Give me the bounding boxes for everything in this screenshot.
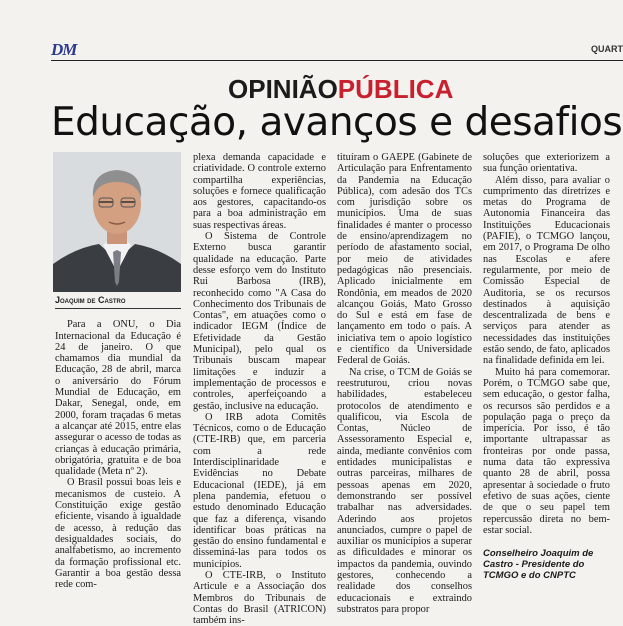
paragraph: soluções que exteriorizem a sua função orientativa.: [483, 152, 610, 175]
article-column-1: [55, 152, 181, 590]
paragraph: O Sistema de Controle Externo busca garantir qualidade na educação. Parte desse esforço vem do Instituto Rui Barbosa (IRB), reconhecido como "A Casa do Conhecimento dos Tribunais de Contas", em atuações como o indicador IEGM (Índice de Efetividade da Gestão Municipal), pelo qual os Tribunais buscam mapear limitações e induzir a implementação de processos e controles, aperfeiçoando a gestão, inclusive na educação.: [193, 231, 326, 412]
paragraph: O IRB adota Comitês Técnicos, como o de Educação (CTE-IRB) que, em parceria com a rede Interdisciplinaridade e Evidências no Debate Educacional (IEDE), já em plena pandemia, efetuou o estudo denominado Educação que faz a diferença, visando identificar boas práticas na gestão do ensino fundamental e disseminá-las para todos os municípios.: [193, 411, 326, 570]
paragraph: plexa demanda capacidade e criatividade. O controle externo compartilha experiências, soluções e fornece qualificação aos gestores, capacitando-os para a boa administração em suas respectivas áreas.: [193, 152, 326, 231]
paragraph: Para a ONU, o Dia Internacional da Educação é 24 de janeiro. O que chamamos dia mundial da Educação, 28 de abril, marca o aniversário do Fórum Mundial de Educação, em Dakar, Senegal, onde, em 2000, foram traçadas 6 metas a alcançar até 2015, entre elas assegurar o acesso de todas as crianças à educação primária, obrigatória, gratuita e de boa qualidade (Meta nº 2).: [55, 319, 181, 478]
paragraph: Além disso, para avaliar o cumprimento das diretrizes e metas do Programa de Autonomia Financeira das Instituições Educacionais (PAFIE), o TCMGO lançou, em 2017, o Programa De olho nas Escolas e afere regularmente, por meio de Comissão Especial de Auditoria, se os recursos destinados à aquisição descentralizada de bens e serviços para atender as necessidades das instituições estão sendo, de fato, aplicados na finalidade definida em lei.: [483, 174, 610, 367]
section-title-part2: PÚBLICA: [337, 74, 454, 104]
article-column-3: [337, 152, 472, 615]
paragraph: tituíram o GAEPE (Gabinete de Articulação para Enfrentamento da Pandemia na Educação Pública), com adesão dos TCs com jurisdição sobre os municípios. Uma de suas finalidades é manter o processo de ensino/aprendizagem no período de afastamento social, por meio de atividades pedagógicas não presenciais. Aplicado inicialmente em Rondônia, em meados de 2020 alcançou Goiás, Mato Grosso do Sul e está em fase de lançamento em todo o país. A iniciativa tem o apoio logístico e científico da Universidade Federal de Goiás.: [337, 152, 472, 367]
article-headline: Educação, avanços e desafios: [51, 100, 623, 145]
header-rule: [51, 60, 623, 61]
newspaper-logo: DM: [51, 40, 77, 59]
article-column-2: [193, 152, 326, 626]
author-portrait-illustration: [53, 152, 181, 292]
paragraph: O Brasil possui boas leis e mecanismos de custeio. A Constituição exige gestão eficiente, visando à igualdade de acesso, à redução das desigualdades sociais, do analfabetismo, ao incremento da formação profissional etc. Garantir a boa gestão dessa rede com-: [55, 477, 181, 591]
author-signature: Conselheiro Joaquim de Castro - Presidente do TCMGO e do CNPTC: [483, 548, 594, 582]
paragraph: O CTE-IRB, o Instituto Articule e a Associação dos Membros do Tribunais de Contas do Brasil (ATRICON) também ins-: [193, 569, 326, 626]
paragraph: Muito há para comemorar. Porém, o TCMGO sabe que, sem educação, o gestor falha, os recursos são perdidos e a população paga o preço da imperícia. Por isso, é tão importante ultrapassar as fronteiras por onde passa, numa data tão expressiva quanto 28 de abril, possa apresentar à sociedade o fruto efetivo de suas ações, ciente de que o seu papel tem repercussão direta no bem-estar social.: [483, 366, 610, 536]
author-photo: [53, 152, 181, 292]
article-column-4: [483, 152, 610, 581]
page-masthead: [0, 0, 623, 62]
section-title-part1: OPINIÃO: [228, 74, 338, 104]
paragraph: Na crise, o TCM de Goiás se reestruturou, criou novas habilidades, estabeleceu protocolos de atendimento e qualificou, via Escola de Contas, Núcleo de Assessoramento Especial e, ainda, mediante convênios com entidades municipalistas e outras parceiras, milhares de pessoas apenas em 2020, demonstrando ser possível trabalhar nas adversidades. Aderindo aos projetos anunciados, cumpre o papel de auxiliar os municípios a superar as dificuldades e minorar os impactos da pandemia, ouvindo gestores, conhecendo a realidade dos conselhos educacionais e extraindo substratos para propor: [337, 366, 472, 615]
edition-day-label: QUART: [591, 44, 623, 54]
photo-caption: Joaquim de Castro: [55, 295, 181, 309]
